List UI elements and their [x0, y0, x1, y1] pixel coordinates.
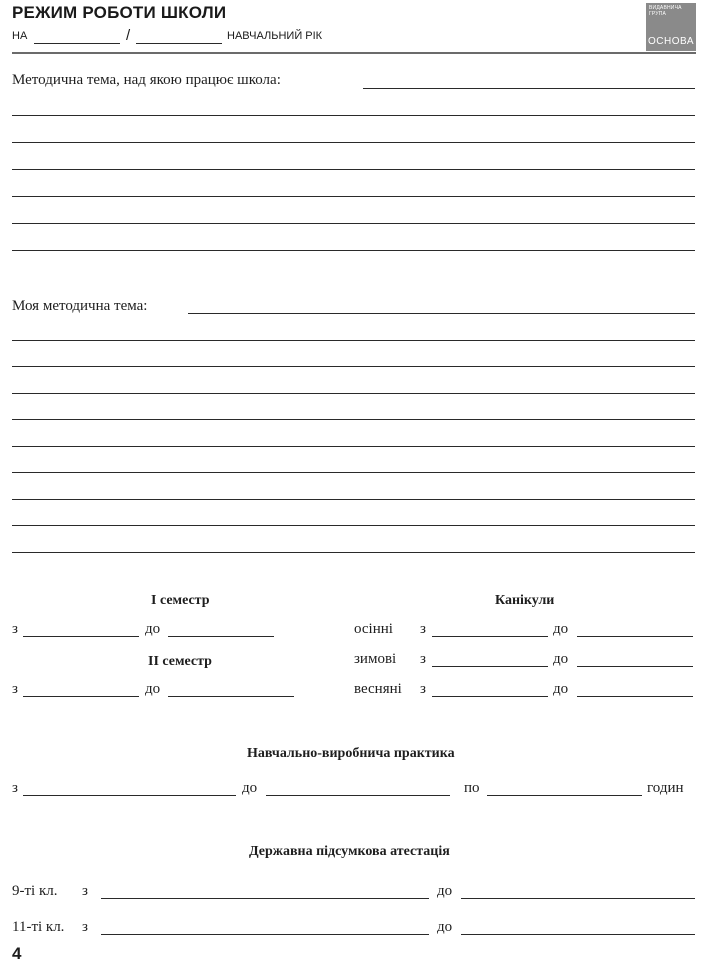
school-theme-line[interactable] [363, 88, 695, 89]
school-theme-label: Методична тема, над якою працює школа: [12, 72, 281, 88]
attestation-grade11-from-label: з [82, 919, 88, 935]
school-theme-line[interactable] [12, 223, 695, 224]
holidays-title: Канікули [495, 593, 555, 608]
my-theme-line[interactable] [12, 419, 695, 420]
my-theme-line[interactable] [188, 313, 695, 314]
my-theme-label: Моя методична тема: [12, 298, 148, 314]
semester-1-title: I семестр [151, 593, 210, 608]
semester-2-to-label: до [145, 681, 161, 697]
logo-caption: ВИДАВНИЧА ГРУПА [649, 5, 682, 17]
my-theme-line[interactable] [12, 340, 695, 341]
holiday-autumn-from-field[interactable] [432, 636, 548, 637]
attestation-title: Державна підсумкова атестація [249, 844, 450, 859]
attestation-grade9-to-label: до [437, 883, 453, 899]
page-title: РЕЖИМ РОБОТИ ШКОЛИ [12, 3, 227, 22]
year-suffix: НАВЧАЛЬНИЙ РІК [227, 30, 323, 42]
header-divider [12, 52, 696, 54]
logo-brand: ОСНОВА [647, 36, 694, 47]
my-theme-line[interactable] [12, 393, 695, 394]
semester-1-to-label: до [145, 621, 161, 637]
page-number: 4 [12, 944, 22, 963]
holiday-winter-label: зимові [354, 651, 397, 667]
semester-2-to-field[interactable] [168, 696, 294, 697]
school-theme-line[interactable] [12, 250, 695, 251]
semester-1-from-field[interactable] [23, 636, 139, 637]
holiday-winter-to-field[interactable] [577, 666, 693, 667]
holiday-winter-from-label: з [420, 651, 426, 667]
attestation-grade9-to-field[interactable] [461, 898, 695, 899]
holiday-spring-label: весняні [354, 681, 402, 697]
attestation-grade9-from-field[interactable] [101, 898, 429, 899]
practice-title: Навчально-виробнича практика [247, 746, 455, 761]
publisher-logo [646, 3, 696, 51]
semester-1-from-label: з [12, 621, 18, 637]
holiday-autumn-label: осінні [354, 621, 393, 637]
year-separator: / [126, 27, 131, 44]
practice-hours-field[interactable] [487, 795, 642, 796]
school-theme-line[interactable] [12, 115, 695, 116]
attestation-grade11-to-field[interactable] [461, 934, 695, 935]
holiday-spring-to-field[interactable] [577, 696, 693, 697]
semester-2-title: II семестр [148, 654, 212, 669]
holiday-spring-to-label: до [553, 681, 569, 697]
my-theme-line[interactable] [12, 446, 695, 447]
my-theme-line[interactable] [12, 525, 695, 526]
holiday-autumn-to-field[interactable] [577, 636, 693, 637]
my-theme-line[interactable] [12, 366, 695, 367]
semester-2-from-field[interactable] [23, 696, 139, 697]
my-theme-line[interactable] [12, 552, 695, 553]
practice-to-label: до [242, 780, 258, 796]
year-start-field[interactable] [34, 43, 120, 44]
practice-hours-label: годин [647, 780, 684, 796]
attestation-grade11-from-field[interactable] [101, 934, 429, 935]
practice-to-field[interactable] [266, 795, 450, 796]
my-theme-line[interactable] [12, 499, 695, 500]
semester-2-from-label: з [12, 681, 18, 697]
attestation-grade9-from-label: з [82, 883, 88, 899]
school-theme-line[interactable] [12, 142, 695, 143]
holiday-spring-from-label: з [420, 681, 426, 697]
school-theme-line[interactable] [12, 196, 695, 197]
year-end-field[interactable] [136, 43, 222, 44]
practice-from-label: з [12, 780, 18, 796]
my-theme-line[interactable] [12, 472, 695, 473]
attestation-grade9-label: 9-ті кл. [12, 883, 58, 899]
school-theme-line[interactable] [12, 169, 695, 170]
year-prefix: НА [12, 30, 28, 42]
holiday-spring-from-field[interactable] [432, 696, 548, 697]
attestation-grade11-label: 11-ті кл. [12, 919, 65, 935]
practice-from-field[interactable] [23, 795, 236, 796]
holiday-autumn-to-label: до [553, 621, 569, 637]
practice-period-label: по [464, 780, 480, 796]
holiday-winter-to-label: до [553, 651, 569, 667]
attestation-grade11-to-label: до [437, 919, 453, 935]
holiday-autumn-from-label: з [420, 621, 426, 637]
semester-1-to-field[interactable] [168, 636, 274, 637]
holiday-winter-from-field[interactable] [432, 666, 548, 667]
